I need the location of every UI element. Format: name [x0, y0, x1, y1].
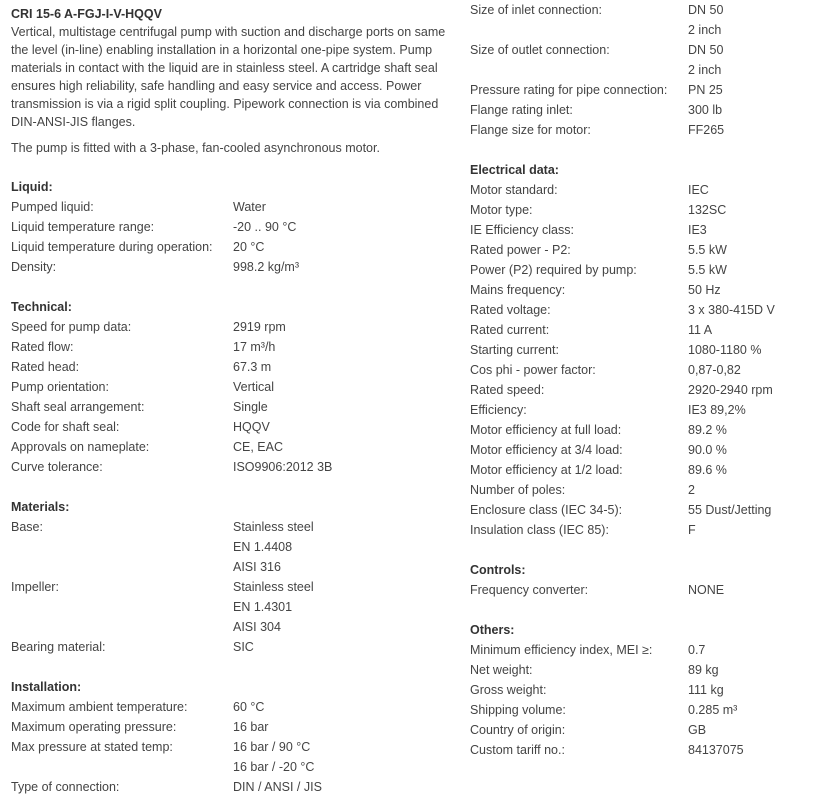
spec-row — [470, 240, 815, 260]
spec-value-line: 11 A — [688, 323, 713, 337]
spec-value — [688, 0, 723, 40]
spec-value-line: 2 inch — [688, 23, 722, 37]
spec-value-line: 55 Dust/Jetting — [688, 503, 772, 517]
spec-value-line: EN 1.4408 — [233, 540, 293, 554]
spec-value — [688, 460, 727, 480]
spec-value-line: EN 1.4301 — [233, 600, 293, 614]
spec-label: Shaft seal arrangement: — [11, 400, 145, 414]
spec-value-line: 2 — [688, 483, 695, 497]
spec-label: Size of inlet connection: — [470, 3, 603, 17]
spec-value — [233, 317, 286, 337]
spec-value-line: 84137075 — [688, 743, 744, 757]
connections-section — [470, 0, 815, 140]
spec-value — [688, 320, 712, 340]
spec-row — [11, 357, 451, 377]
spec-value-line: SIC — [233, 640, 254, 654]
spec-label: Rated current: — [470, 323, 550, 337]
spec-label: Mains frequency: — [470, 283, 566, 297]
spec-label: Motor efficiency at 1/2 load: — [470, 463, 623, 477]
spec-value-line: PN 25 — [688, 83, 723, 97]
spec-row — [470, 700, 815, 720]
spec-value-line: F — [688, 523, 696, 537]
spec-label: Density: — [11, 260, 57, 274]
spec-value-line: ISO9906:2012 3B — [233, 460, 333, 474]
spec-row — [11, 397, 451, 417]
spec-value-line: 20 °C — [233, 240, 265, 254]
spec-row — [470, 100, 815, 120]
spec-row — [470, 660, 815, 680]
spec-value-line: 132SC — [688, 203, 727, 217]
spec-value-line: DIN / ANSI / JIS — [233, 780, 322, 794]
spec-label: Power (P2) required by pump: — [470, 263, 637, 277]
spec-row — [11, 577, 451, 637]
liquid-section — [11, 177, 451, 277]
spec-value-line: AISI 304 — [233, 620, 281, 634]
left-column — [11, 0, 451, 797]
spec-value — [688, 200, 726, 220]
installation-section — [11, 677, 451, 797]
spec-row — [470, 40, 815, 80]
spec-value — [233, 237, 264, 257]
spec-value — [688, 700, 737, 720]
electrical-heading: Electrical data: — [470, 163, 559, 177]
spec-row — [470, 420, 815, 440]
spec-label: Rated power - P2: — [470, 243, 571, 257]
spec-row — [470, 180, 815, 200]
technical-section — [11, 297, 451, 477]
spec-value-line: HQQV — [233, 420, 270, 434]
spec-value — [688, 80, 723, 100]
spec-value-line: Stainless steel — [233, 580, 314, 594]
spec-row — [470, 0, 815, 40]
spec-label: Efficiency: — [470, 403, 527, 417]
controls-section — [470, 560, 815, 600]
spec-value-line: 89 kg — [688, 663, 719, 677]
spec-value — [688, 100, 722, 120]
spec-value-line: CE, EAC — [233, 440, 284, 454]
spec-label: Type of connection: — [11, 780, 120, 794]
spec-value — [688, 380, 773, 400]
spec-value — [233, 257, 299, 277]
spec-label: IE Efficiency class: — [470, 223, 574, 237]
spec-row — [470, 460, 815, 480]
spec-value — [688, 40, 723, 80]
spec-value — [688, 580, 724, 600]
materials-heading: Materials: — [11, 500, 70, 514]
spec-label: Liquid temperature range: — [11, 220, 155, 234]
spec-label: Approvals on nameplate: — [11, 440, 150, 454]
spec-value-line: GB — [688, 723, 707, 737]
spec-label: Motor standard: — [470, 183, 558, 197]
spec-value-line: -20 .. 90 °C — [233, 220, 297, 234]
spec-value — [233, 417, 270, 437]
spec-label: Pressure rating for pipe connection: — [470, 83, 668, 97]
spec-label: Base: — [11, 520, 43, 534]
spec-label: Code for shaft seal: — [11, 420, 120, 434]
spec-value-line: 2 inch — [688, 63, 722, 77]
spec-value — [233, 737, 314, 777]
spec-value — [233, 777, 322, 797]
others-heading: Others: — [470, 623, 515, 637]
spec-value — [688, 680, 724, 700]
motor-description: The pump is fitted with a 3-phase, fan-cooled asynchronous motor. — [11, 141, 380, 155]
spec-value-line: 3 x 380-415D V — [688, 303, 775, 317]
spec-label: Rated speed: — [470, 383, 545, 397]
spec-row — [470, 740, 815, 760]
spec-label: Starting current: — [470, 343, 559, 357]
spec-row — [11, 777, 451, 797]
spec-value — [688, 400, 746, 420]
spec-value — [688, 220, 707, 240]
spec-label: Curve tolerance: — [11, 460, 103, 474]
spec-row — [11, 197, 451, 217]
spec-value — [688, 180, 709, 200]
spec-value — [233, 517, 314, 577]
spec-row — [11, 437, 451, 457]
spec-label: Size of outlet connection: — [470, 43, 610, 57]
spec-value — [233, 437, 283, 457]
spec-label: Bearing material: — [11, 640, 106, 654]
spec-row — [11, 737, 451, 777]
spec-value — [233, 637, 254, 657]
liquid-heading: Liquid: — [11, 180, 53, 194]
spec-value — [688, 360, 741, 380]
spec-value-line: DN 50 — [688, 43, 724, 57]
spec-value-line: IEC — [688, 183, 709, 197]
spec-value-line: 89.6 % — [688, 463, 727, 477]
spec-row — [11, 717, 451, 737]
spec-row — [470, 360, 815, 380]
spec-value — [233, 337, 275, 357]
spec-label: Rated head: — [11, 360, 80, 374]
spec-row — [470, 680, 815, 700]
spec-row — [470, 580, 815, 600]
others-section — [470, 620, 815, 760]
spec-label: Maximum operating pressure: — [11, 720, 177, 734]
spec-row — [11, 697, 451, 717]
spec-row — [470, 220, 815, 240]
spec-label: Shipping volume: — [470, 703, 566, 717]
spec-value — [688, 280, 721, 300]
spec-value — [688, 420, 727, 440]
spec-row — [470, 520, 815, 540]
spec-row — [11, 237, 451, 257]
spec-value — [233, 457, 332, 477]
spec-value-line: 89.2 % — [688, 423, 727, 437]
spec-row — [470, 720, 815, 740]
spec-value — [688, 240, 727, 260]
spec-value-line: 50 Hz — [688, 283, 721, 297]
spec-label: Pumped liquid: — [11, 200, 94, 214]
spec-label: Gross weight: — [470, 683, 547, 697]
spec-value — [233, 357, 271, 377]
spec-row — [470, 400, 815, 420]
spec-value-line: 998.2 kg/m³ — [233, 260, 300, 274]
spec-value-line: FF265 — [688, 123, 725, 137]
spec-row — [470, 120, 815, 140]
spec-value-line: 300 lb — [688, 103, 723, 117]
spec-row — [470, 500, 815, 520]
spec-value — [688, 740, 744, 760]
spec-row — [470, 260, 815, 280]
spec-row — [470, 80, 815, 100]
spec-value-line: IE3 89,2% — [688, 403, 746, 417]
spec-value — [688, 720, 706, 740]
spec-label: Enclosure class (IEC 34-5): — [470, 503, 623, 517]
spec-row — [11, 337, 451, 357]
spec-row — [11, 377, 451, 397]
spec-value-line: 0.7 — [688, 643, 706, 657]
spec-row — [470, 340, 815, 360]
product-description: Vertical, multistage centrifugal pump with suction and discharge ports on same the level (in-line) enabling installation in a horizontal one-pipe system. Pump materials in contact with the liquid are in stainless steel. A cartridge shaft seal ensures high reliability, safe handling and easy service and access. Power transmission is via a rigid split coupling. Pipework connection is via combined DIN-ANSI-JIS flanges. — [11, 25, 446, 129]
spec-label: Net weight: — [470, 663, 533, 677]
materials-section — [11, 497, 451, 657]
spec-value — [688, 480, 695, 500]
spec-value — [688, 300, 775, 320]
electrical-section — [470, 160, 815, 540]
spec-label: Custom tariff no.: — [470, 743, 565, 757]
spec-label: Motor type: — [470, 203, 533, 217]
spec-value-line: 16 bar / -20 °C — [233, 760, 315, 774]
spec-value-line: DN 50 — [688, 3, 724, 17]
spec-label: Speed for pump data: — [11, 320, 132, 334]
spec-value — [233, 577, 314, 637]
spec-value — [688, 440, 727, 460]
spec-value-line: 0.285 m³ — [688, 703, 738, 717]
spec-value — [688, 640, 705, 660]
spec-value — [688, 260, 727, 280]
spec-value — [688, 520, 696, 540]
spec-label: Maximum ambient temperature: — [11, 700, 188, 714]
spec-value-line: 111 kg — [688, 683, 724, 697]
spec-label: Number of poles: — [470, 483, 566, 497]
spec-value-line: IE3 — [688, 223, 707, 237]
spec-value-line: 16 bar — [233, 720, 269, 734]
spec-value-line: AISI 316 — [233, 560, 281, 574]
spec-label: Minimum efficiency index, MEI ≥: — [470, 643, 653, 657]
right-column — [470, 0, 815, 760]
spec-value — [233, 377, 274, 397]
spec-value — [688, 120, 724, 140]
spec-value-line: Single — [233, 400, 268, 414]
controls-heading: Controls: — [470, 563, 526, 577]
spec-value-line: Water — [233, 200, 266, 214]
spec-value — [688, 500, 771, 520]
spec-value-line: 5.5 kW — [688, 243, 727, 257]
spec-value-line: 16 bar / 90 °C — [233, 740, 311, 754]
spec-row — [11, 637, 451, 657]
installation-heading: Installation: — [11, 680, 82, 694]
spec-row — [470, 440, 815, 460]
spec-label: Rated flow: — [11, 340, 74, 354]
spec-row — [470, 300, 815, 320]
spec-label: Frequency converter: — [470, 583, 589, 597]
spec-label: Flange rating inlet: — [470, 103, 573, 117]
spec-value — [233, 217, 296, 237]
spec-row — [11, 257, 451, 277]
technical-heading: Technical: — [11, 300, 72, 314]
product-title: CRI 15-6 A-FGJ-I-V-HQQV — [11, 7, 162, 21]
spec-row — [11, 317, 451, 337]
spec-value — [233, 197, 266, 217]
spec-row — [470, 480, 815, 500]
spec-label: Impeller: — [11, 580, 59, 594]
spec-value-line: 2920-2940 rpm — [688, 383, 773, 397]
spec-row — [470, 320, 815, 340]
spec-row — [11, 457, 451, 477]
spec-row — [470, 280, 815, 300]
spec-value-line: 5.5 kW — [688, 263, 727, 277]
spec-label: Insulation class (IEC 85): — [470, 523, 609, 537]
spec-label: Cos phi - power factor: — [470, 363, 596, 377]
spec-value-line: Vertical — [233, 380, 274, 394]
spec-value-line: 1080-1180 % — [688, 343, 762, 357]
spec-row — [11, 417, 451, 437]
spec-value — [688, 660, 719, 680]
spec-label: Rated voltage: — [470, 303, 551, 317]
spec-value — [688, 340, 761, 360]
spec-label: Pump orientation: — [11, 380, 109, 394]
spec-value-line: 60 °C — [233, 700, 265, 714]
spec-row — [470, 380, 815, 400]
spec-label: Motor efficiency at 3/4 load: — [470, 443, 623, 457]
spec-value — [233, 717, 268, 737]
spec-value-line: 90.0 % — [688, 443, 727, 457]
spec-value-line: Stainless steel — [233, 520, 314, 534]
spec-row — [470, 640, 815, 660]
spec-label: Flange size for motor: — [470, 123, 591, 137]
spec-value-line: 17 m³/h — [233, 340, 276, 354]
spec-value — [233, 697, 264, 717]
spec-value-line: 2919 rpm — [233, 320, 286, 334]
spec-label: Liquid temperature during operation: — [11, 240, 213, 254]
spec-label: Max pressure at stated temp: — [11, 740, 173, 754]
spec-row — [11, 517, 451, 577]
spec-label: Country of origin: — [470, 723, 566, 737]
spec-value-line: 0,87-0,82 — [688, 363, 741, 377]
spec-row — [470, 200, 815, 220]
spec-label: Motor efficiency at full load: — [470, 423, 622, 437]
spec-value-line: NONE — [688, 583, 725, 597]
spec-row — [11, 217, 451, 237]
spec-value — [233, 397, 268, 417]
spec-value-line: 67.3 m — [233, 360, 272, 374]
